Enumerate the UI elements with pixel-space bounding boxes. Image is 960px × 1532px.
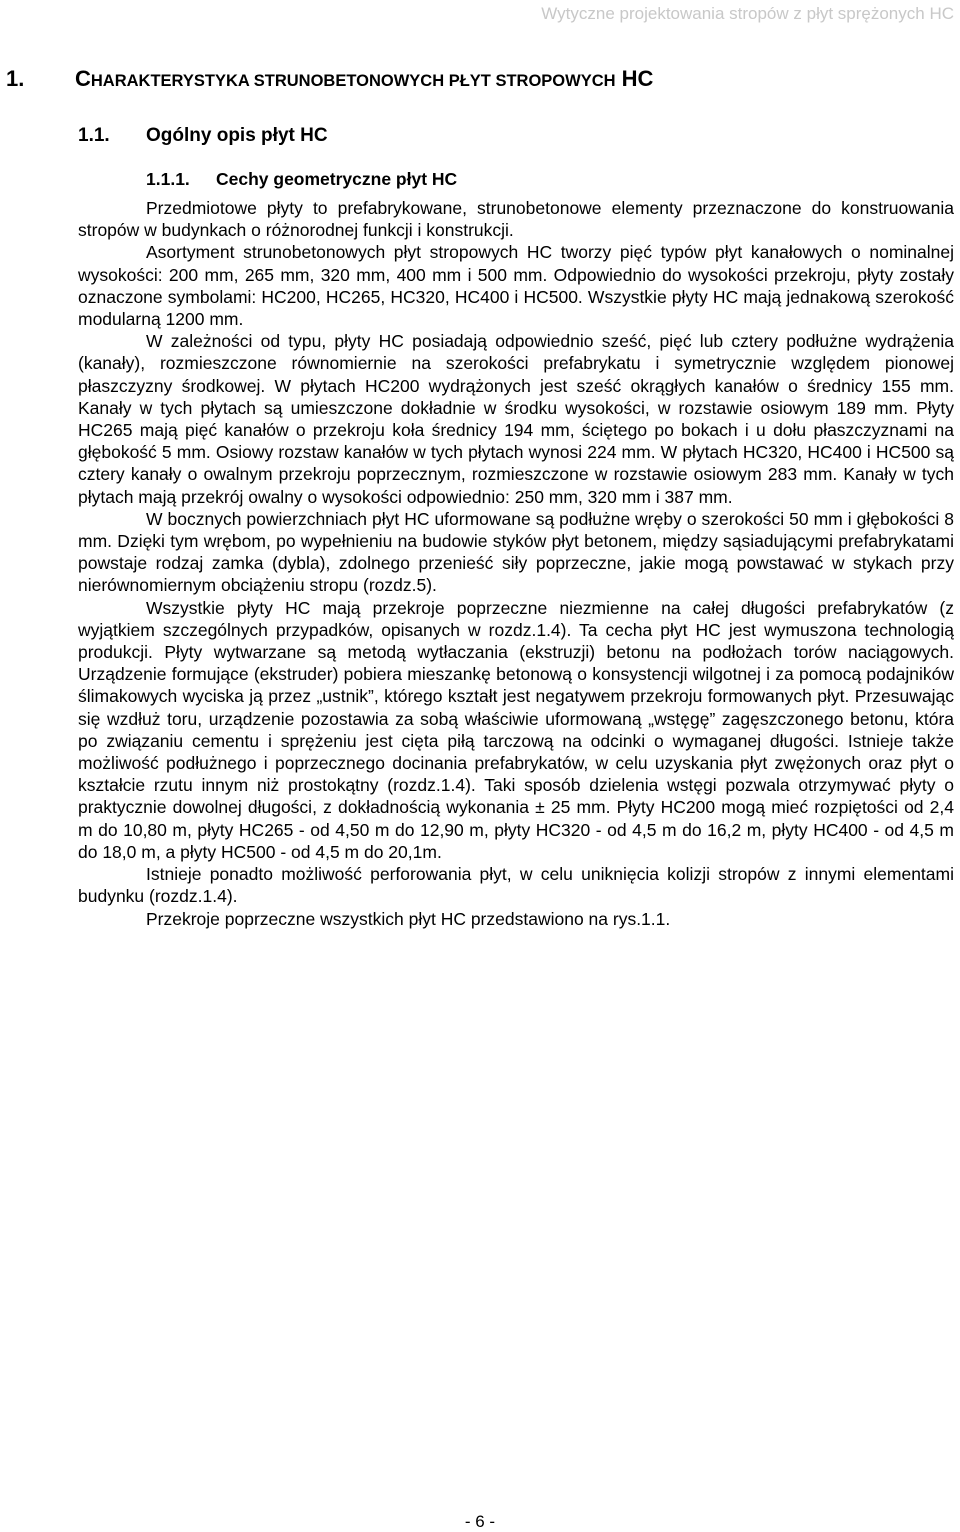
section-title: Ogólny opis płyt HC [146,125,328,146]
chapter-title-suffix: HC [615,66,654,91]
chapter-heading [6,66,653,92]
chapter-number: 1. [6,66,25,91]
paragraph: Przedmiotowe płyty to prefabrykowane, strunobetonowe elementy przeznaczone do konstruowania stropów w budynkach o różnorodnej funkcji i konstrukcji. [78,198,954,241]
section-heading [78,125,328,147]
paragraph: W bocznych powierzchniach płyt HC uformowane są podłużne wręby o szerokości 50 mm i głębokości 8 mm. Dzięki tym wrębom, po wypełnieniu na budowie styków płyt betonem, między sąsiadującymi prefabrykatami powstaje rodzaj zamka (dybla), zdolnego przenieść siły poprzeczne, jakie mogą powstawać w stykach przy nierównomiernym obciążeniu stropu (rozdz.5). [78,508,954,596]
paragraph: Wszystkie płyty HC mają przekroje poprzeczne niezmienne na całej długości prefabrykatów (z wyjątkiem szczególnych przypadków, opisanych w rozdz.1.4). Ta cecha płyt HC jest wymuszona technologią produkcji. Płyty wytwarzane są metodą wytłaczania (ekstruzji) betonu na podłożach torów naciągowych. Urządzenie formujące (ekstruder) pobiera mieszankę betonową o konsystencji wilgotnej i za pomocą podajników ślimakowych wyciska ją przez „ustnik”, którego kształt jest negatywem przekroju formowanych płyt. Przesuwając się wzdłuż toru, urządzenie pozostawia za sobą właściwie uformowaną „wstęgę” zagęszczonego betonu, która po związaniu cementu i sprężeniu jest cięta piłą tarczową na odcinki o wymaganej długości. Istnieje także możliwość podłużnego i poprzecznego docinania prefabrykatów, w celu uzyskania płyt zwężonych oraz płyt o kształcie rzutu innym niż prostokątny (rozdz.1.4). Taki sposób dzielenia wstęgi pozwala otrzymywać płyty o praktycznie dowolnej długości, z dokładnością wykonania ± 25 mm. Płyty HC200 mogą mieć rozpiętości od 2,4 m do 10,80 m, płyty HC265 - od 4,50 m do 12,90 m, płyty HC320 - od 4,5 m do 16,2 m, płyty HC400 - od 4,5 m do 18,0 m, a płyty HC500 - od 4,5 m do 20,1m. [78,597,954,862]
page-number: - 6 - [464,1512,496,1531]
paragraph: Istnieje ponadto możliwość perforowania płyt, w celu uniknięcia kolizji stropów z innymi elementami budynku (rozdz.1.4). [78,864,954,907]
chapter-title-initial: C [75,66,91,91]
section-number: 1.1. [78,125,110,146]
paragraph: Asortyment strunobetonowych płyt stropowych HC tworzy pięć typów płyt kanałowych o nominalnej wysokości: 200 mm, 265 mm, 320 mm, 400 mm i 500 mm. Odpowiednio do wysokości przekroju, płyty zostały oznaczone symbolami: HC200, HC265, HC320, HC400 i HC500. Wszystkie płyty HC mają jednakową szerokość modularną 1200 mm. [78,242,954,330]
paragraph: W zależności od typu, płyty HC posiadają odpowiednio sześć, pięć lub cztery podłużne wydrążenia (kanały), rozmieszczone równomiernie na szerokości prefabrykatu i symetrycznie względem pionowej płaszczyzny środkowej. W płytach HC200 wydrążonych jest sześć okrągłych kanałów o średnicy 155 mm. Kanały w tych płytach są umieszczone dokładnie w środku wysokości, w rozstawie osiowym 189 mm. Płyty HC265 mają pięć kanałów o przekroju koła średnicy 194 mm, ściętego po bokach i u dołu płaszczyznami na głębokość 5 mm. Osiowy rozstaw kanałów w tych płytach wynosi 224 mm. W płytach HC320, HC400 i HC500 są cztery kanały o owalnym przekroju poprzecznym, rozmieszczone w rozstawie osiowym 283 mm. Kanały w tych płytach mają przekrój owalny o wysokości odpowiednio: 250 mm, 320 mm i 387 mm. [78,331,954,507]
body-text [78,197,954,930]
subsection-heading [146,169,457,190]
chapter-title: HARAKTERYSTYKA STRUNOBETONOWYCH PŁYT STROPOWYCH [90,72,616,90]
paragraph: Przekroje poprzeczne wszystkich płyt HC przedstawiono na rys.1.1. [146,908,671,929]
running-header: Wytyczne projektowania stropów z płyt sprężonych HC [541,4,954,23]
subsection-title: Cechy geometryczne płyt HC [216,169,458,189]
subsection-number: 1.1.1. [146,169,190,189]
